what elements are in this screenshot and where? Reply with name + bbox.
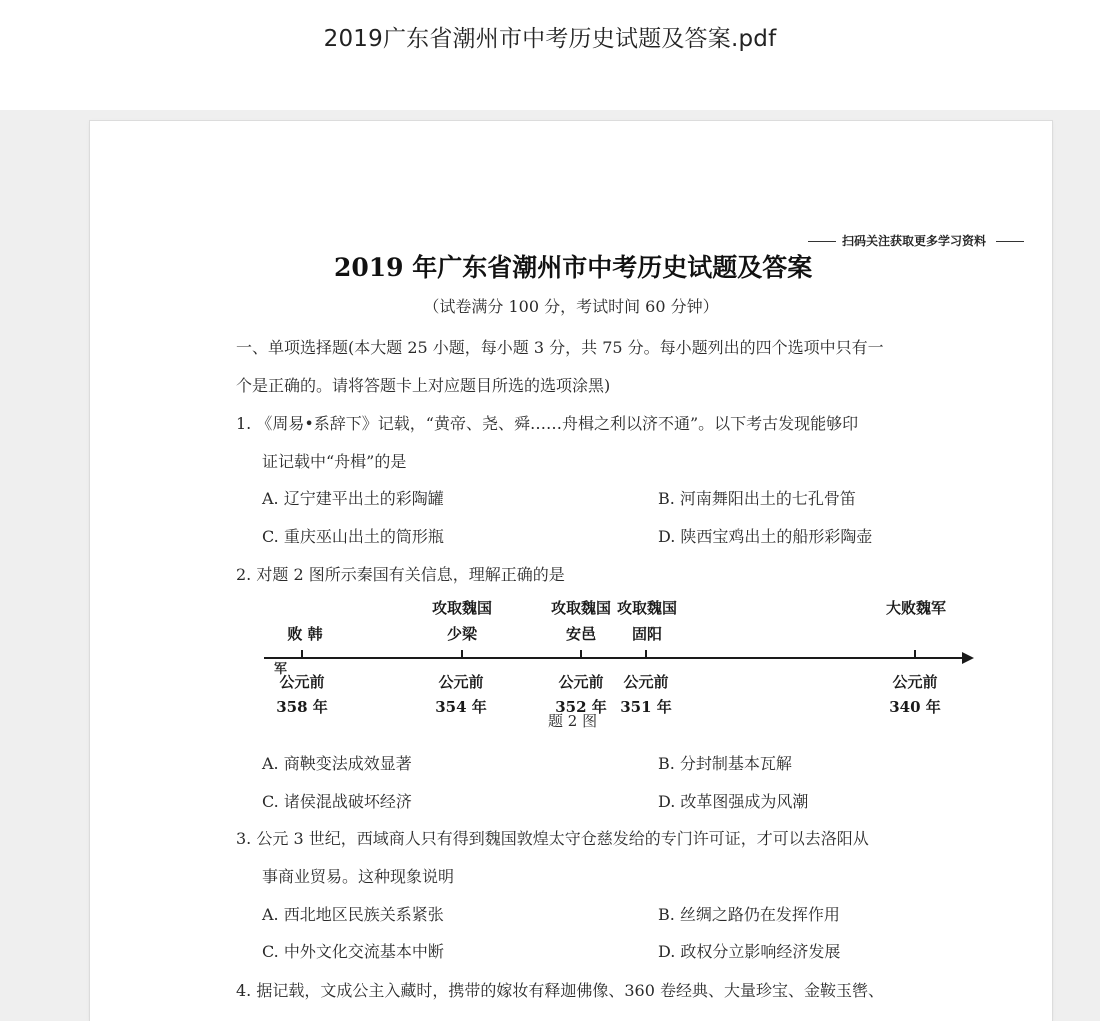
question-3-option-b: B. 丝绸之路仍在发挥作用 <box>658 905 840 924</box>
pdf-page[interactable] <box>90 121 1052 1021</box>
timeline-date-2: 公元前 354 年 <box>435 673 487 716</box>
question-3-option-d: D. 政权分立影响经济发展 <box>658 942 841 961</box>
timeline-event-label-3: 攻取魏国安邑 <box>550 599 611 643</box>
document-title: 2019 年广东省潮州市中考历史试题及答案 <box>334 253 813 282</box>
timeline-tick-5 <box>914 650 916 658</box>
section-intro-line-2: 个是正确的。请将答题卡上对应题目所选的选项涂黑) <box>236 376 611 395</box>
question-2-option-b: B. 分封制基本瓦解 <box>658 754 792 773</box>
question-1-stem-line-1: 1. 《周易•系辞下》记载，“黄帝、尧、舜……舟楫之利以济不通”。以下考古发现能够印 <box>236 414 859 433</box>
file-title: 2019广东省潮州市中考历史试题及答案.pdf <box>323 26 777 52</box>
timeline-tick-2 <box>461 650 463 658</box>
timeline-tick-1 <box>301 650 303 658</box>
qr-note-rule-right <box>996 241 1024 242</box>
timeline-tick-4 <box>645 650 647 658</box>
timeline-axis <box>264 657 968 659</box>
figure-caption: 题 2 图 <box>548 712 598 730</box>
timeline-event-label-2: 攻取魏国少梁 <box>431 599 492 643</box>
timeline-date-3: 公元前 352 年 <box>555 673 607 716</box>
question-1-option-a: A. 辽宁建平出土的彩陶罐 <box>262 489 444 508</box>
question-4-stem-line-1: 4. 据记载，文成公主入藏时，携带的嫁妆有释迦佛像、360 卷经典、大量珍宝、金鞍玉辔、 <box>236 981 884 1000</box>
question-2-option-a: A. 商鞅变法成效显著 <box>262 754 412 773</box>
timeline-date-5: 公元前 340 年 <box>889 673 941 716</box>
viewer-header <box>0 0 1100 110</box>
timeline-arrow-icon <box>962 652 974 664</box>
question-3-stem-line-2: 事商业贸易。这种现象说明 <box>262 867 455 886</box>
question-1-option-b: B. 河南舞阳出土的七孔骨笛 <box>658 489 856 508</box>
timeline-date-4: 公元前 351 年 <box>620 673 672 716</box>
timeline-date-1: 公元前 358 年 <box>276 673 328 716</box>
timeline-tick-3 <box>580 650 582 658</box>
document-subtitle: （试卷满分 100 分，考试时间 60 分钟） <box>423 297 719 316</box>
question-3-option-a: A. 西北地区民族关系紧张 <box>262 905 444 924</box>
timeline-event-label-5: 大败魏军 <box>886 599 947 617</box>
question-2-stem: 2. 对题 2 图所示秦国有关信息，理解正确的是 <box>236 565 565 584</box>
question-3-option-c: C. 中外文化交流基本中断 <box>262 942 444 961</box>
section-intro-line-1: 一、单项选择题(本大题 25 小题，每小题 3 分，共 75 分。每小题列出的四个选项中只有一 <box>236 338 884 357</box>
question-1-option-d: D. 陕西宝鸡出土的船形彩陶壶 <box>658 527 873 546</box>
qr-note: 扫码关注获取更多学习资料 <box>842 234 987 248</box>
question-2-option-c: C. 诸侯混战破坏经济 <box>262 792 412 811</box>
qr-note-rule-left <box>808 241 836 242</box>
timeline-event-label-4: 攻取魏国固阳 <box>616 599 677 643</box>
question-2-option-d: D. 改革图强成为风潮 <box>658 792 809 811</box>
timeline-event-label-1: 败 韩 <box>287 625 323 643</box>
question-1-option-c: C. 重庆巫山出土的筒形瓶 <box>262 527 444 546</box>
question-1-stem-line-2: 证记载中“舟楫”的是 <box>262 452 407 471</box>
timeline-stray-char: 军 <box>274 662 288 677</box>
question-3-stem-line-1: 3. 公元 3 世纪，西域商人只有得到魏国敦煌太守仓慈发给的专门许可证，才可以去洛阳从 <box>236 829 869 848</box>
